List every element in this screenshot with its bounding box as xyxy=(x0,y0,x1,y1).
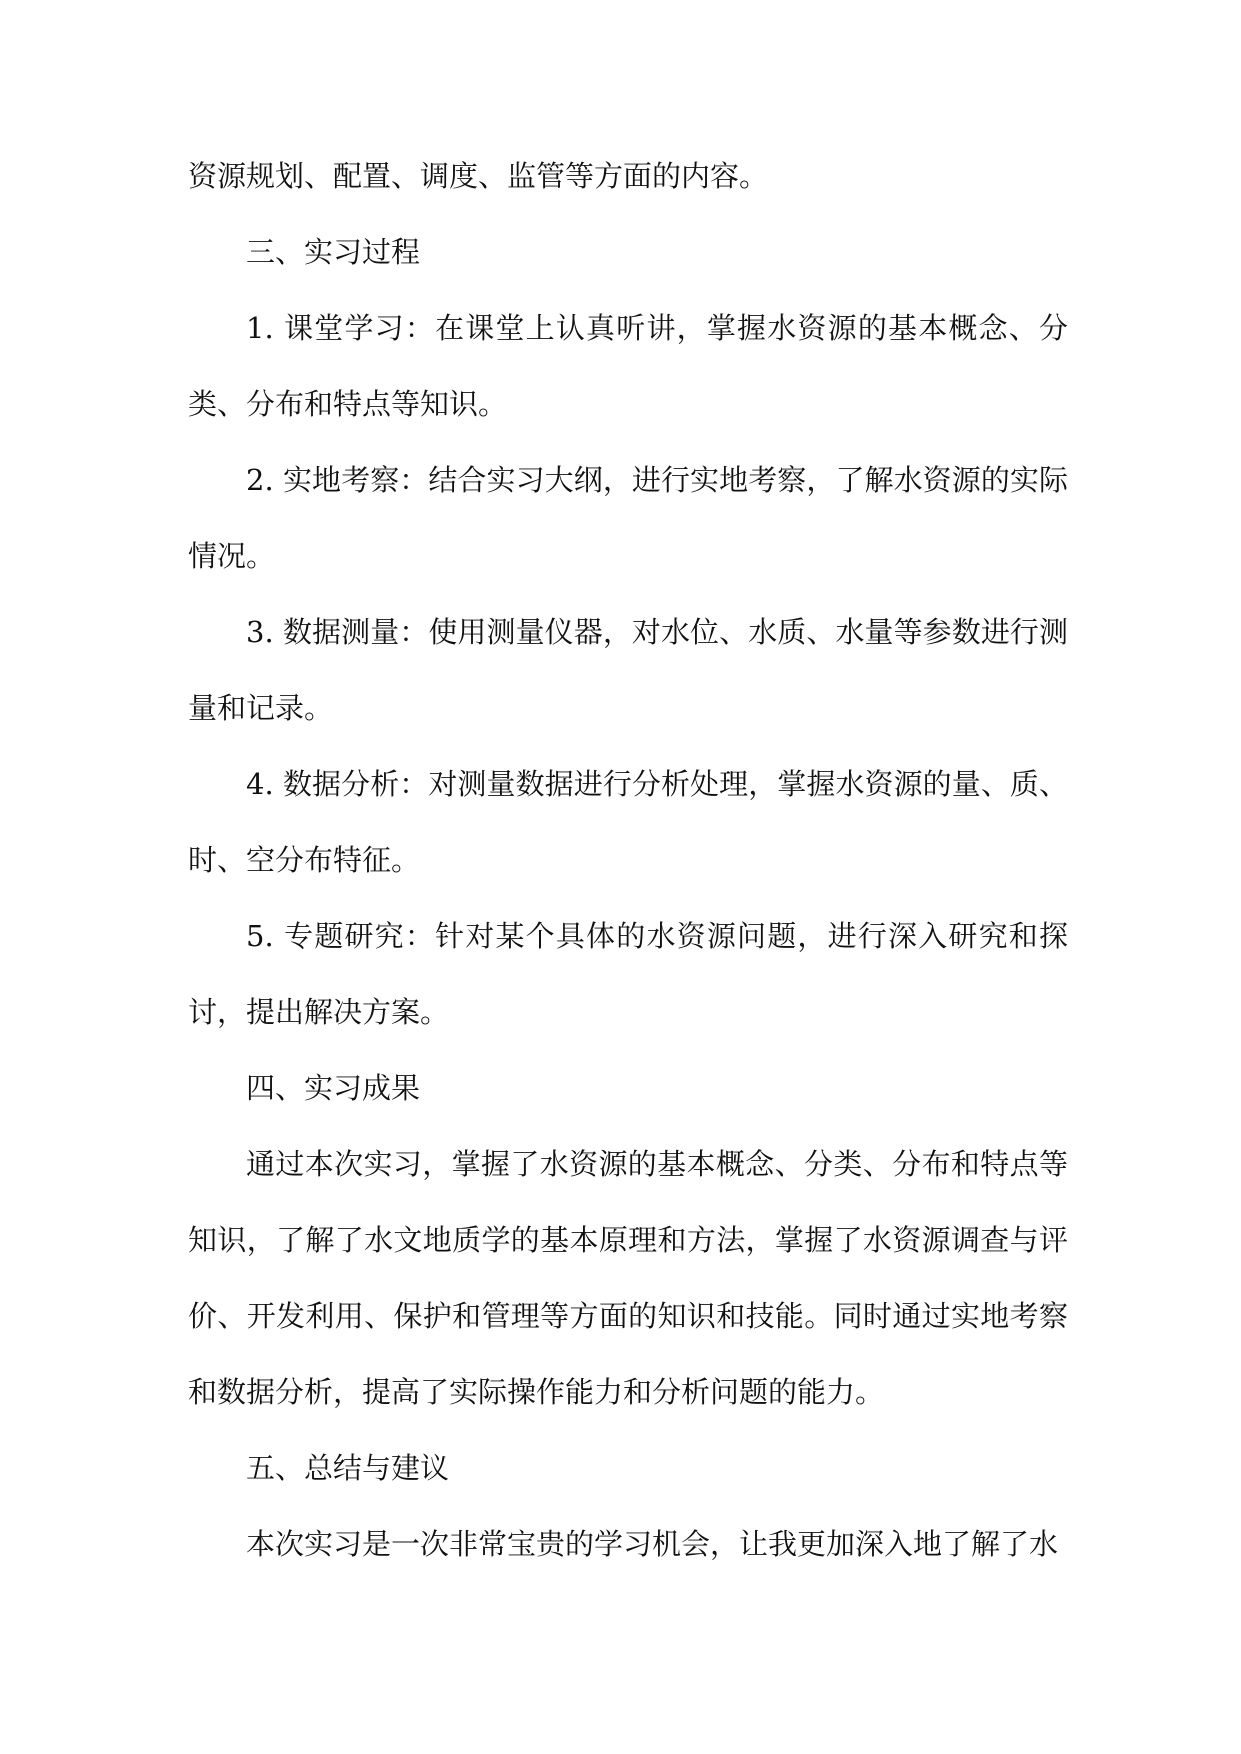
list-item-classroom-study: 1. 课堂学习：在课堂上认真听讲，掌握水资源的基本概念、分类、分布和特点等知识。 xyxy=(188,311,1068,421)
section-heading-process: 三、实习过程 xyxy=(246,235,421,269)
section-heading-summary: 五、总结与建议 xyxy=(246,1451,450,1485)
list-item-field-survey: 2. 实地考察：结合实习大纲，进行实地考察，了解水资源的实际情况。 xyxy=(188,463,1068,573)
document-body xyxy=(188,138,1068,1582)
paragraph-results: 通过本次实习，掌握了水资源的基本概念、分类、分布和特点等知识，了解了水文地质学的基本原理和方法，掌握了水资源调查与评价、开发利用、保护和管理等方面的知识和技能。同时通过实地考察和数据分析，提高了实际操作能力和分析问题的能力。 xyxy=(188,1147,1068,1409)
paragraph-summary: 本次实习是一次非常宝贵的学习机会，让我更加深入地了解了水 xyxy=(246,1527,1059,1561)
list-item-data-measurement: 3. 数据测量：使用测量仪器，对水位、水质、水量等参数进行测量和记录。 xyxy=(188,615,1068,725)
list-item-topic-research: 5. 专题研究：针对某个具体的水资源问题，进行深入研究和探讨，提出解决方案。 xyxy=(188,919,1068,1029)
paragraph-continuation: 资源规划、配置、调度、监管等方面的内容。 xyxy=(188,159,769,193)
list-item-data-analysis: 4. 数据分析：对测量数据进行分析处理，掌握水资源的量、质、时、空分布特征。 xyxy=(188,767,1068,877)
section-heading-results: 四、实习成果 xyxy=(246,1071,421,1105)
